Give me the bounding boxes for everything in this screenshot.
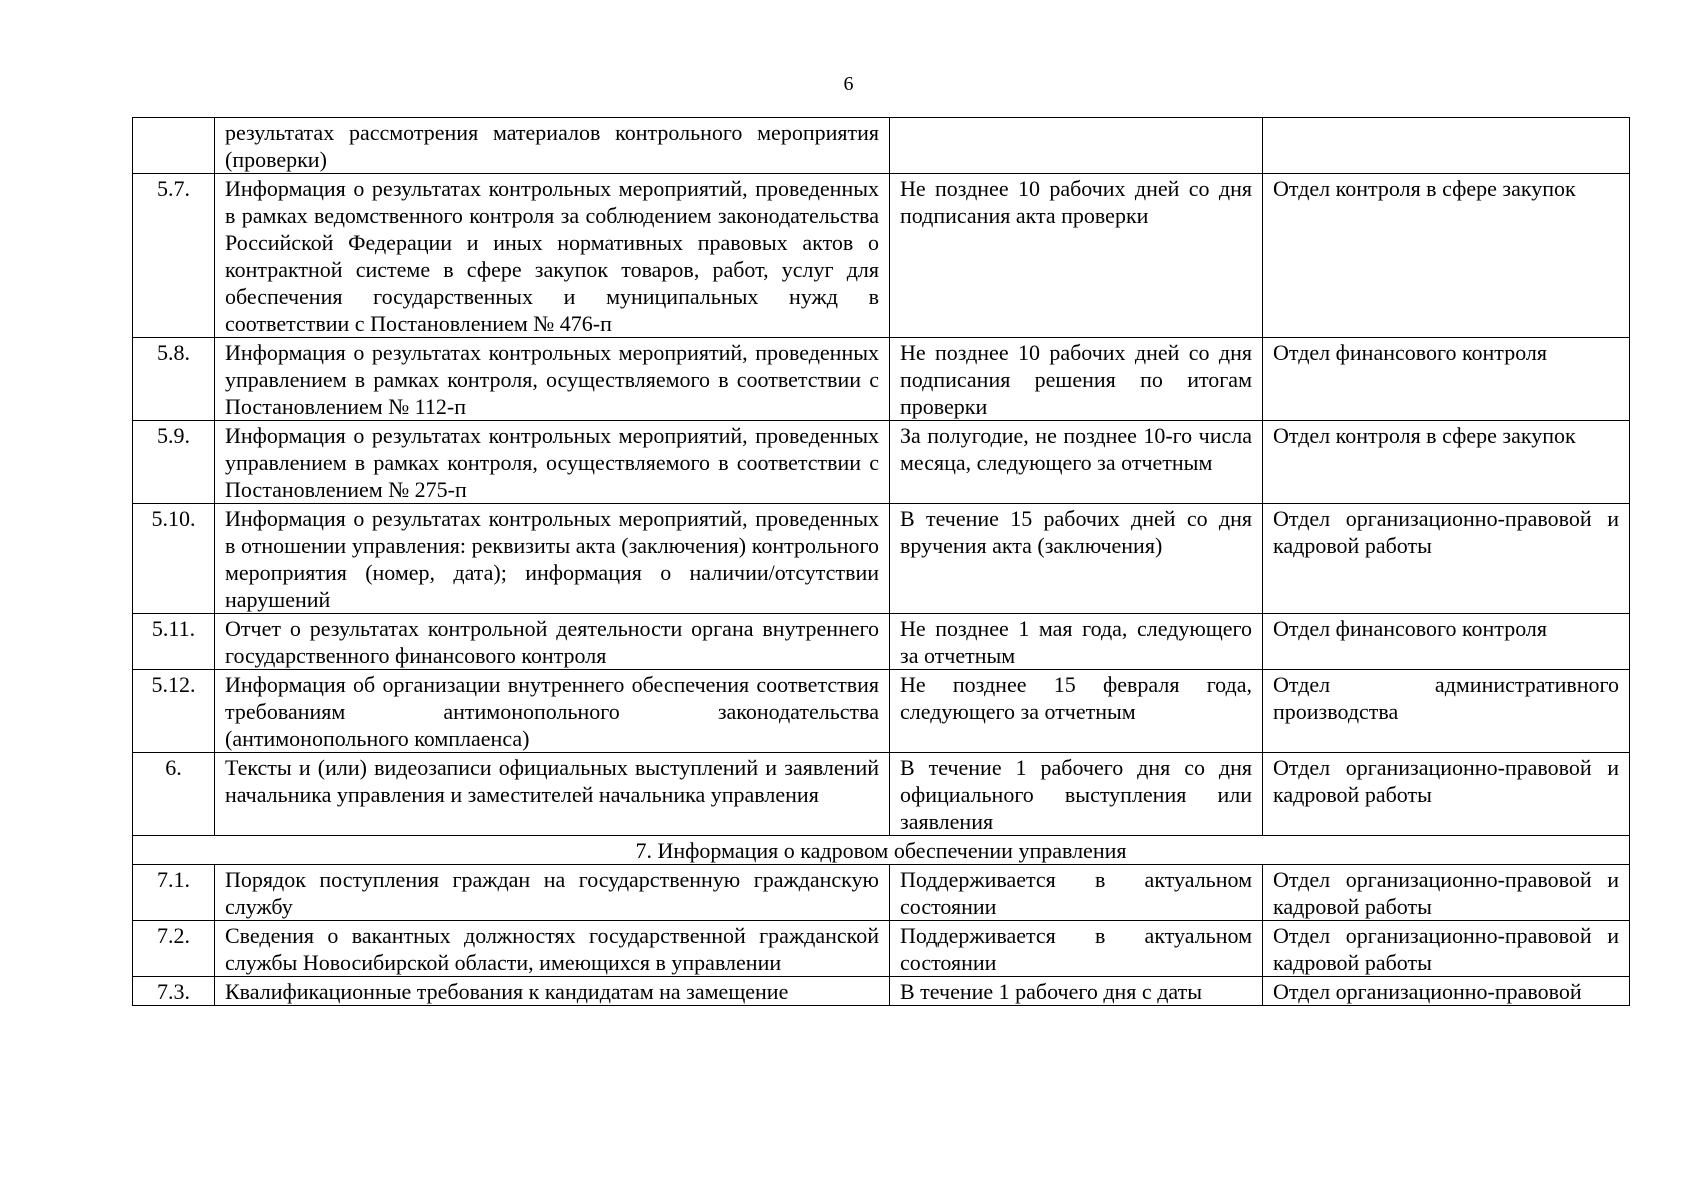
row-number	[133, 118, 215, 174]
row-term: Не позднее 10 рабочих дней со дня подписания акта проверки	[890, 174, 1263, 338]
row-number: 7.3.	[133, 977, 215, 1006]
row-description: Квалификационные требования к кандидатам на замещение	[215, 977, 890, 1006]
table-row	[133, 921, 1630, 977]
row-number: 6.	[133, 753, 215, 836]
row-department: Отдел контроля в сфере закупок	[1263, 174, 1630, 338]
row-term: В течение 1 рабочего дня со дня официального выступления или заявления	[890, 753, 1263, 836]
table-row	[133, 865, 1630, 921]
row-number: 5.8.	[133, 338, 215, 421]
row-description: Информация о результатах контрольных мероприятий, проведенных в рамках ведомственного контроля за соблюдением законодательства Российской Федерации и иных нормативных правовых актов о контрактной системе в сфере закупок товаров, работ, услуг для обеспечения государственных и муниципальных нужд в соответствии с Постановлением № 476-п	[215, 174, 890, 338]
row-description: Информация о результатах контрольных мероприятий, проведенных управлением в рамках контроля, осуществляемого в соответствии с Постановлением № 275-п	[215, 421, 890, 504]
table-row	[133, 504, 1630, 614]
row-description: Порядок поступления граждан на государственную гражданскую службу	[215, 865, 890, 921]
row-term: Не позднее 15 февраля года, следующего за отчетным	[890, 670, 1263, 753]
row-department: Отдел организационно-правовой и кадровой работы	[1263, 504, 1630, 614]
row-department: Отдел организационно-правовой	[1263, 977, 1630, 1006]
row-number: 5.11.	[133, 614, 215, 670]
table-row	[133, 118, 1630, 174]
row-description: Тексты и (или) видеозаписи официальных выступлений и заявлений начальника управления и заместителей начальника управления	[215, 753, 890, 836]
table-row	[133, 753, 1630, 836]
disclosure-table	[132, 117, 1630, 1006]
row-department	[1263, 118, 1630, 174]
row-term: Поддерживается в актуальном состоянии	[890, 865, 1263, 921]
row-description: Информация о результатах контрольных мероприятий, проведенных управлением в рамках контроля, осуществляемого в соответствии с Постановлением № 112-п	[215, 338, 890, 421]
row-term: Не позднее 10 рабочих дней со дня подписания решения по итогам проверки	[890, 338, 1263, 421]
row-term: Не позднее 1 мая года, следующего за отчетным	[890, 614, 1263, 670]
row-department: Отдел организационно-правовой и кадровой работы	[1263, 753, 1630, 836]
table-row	[133, 614, 1630, 670]
row-description: Информация об организации внутреннего обеспечения соответствия требованиям антимонопольного законодательства (антимонопольного комплаенса)	[215, 670, 890, 753]
table-row	[133, 421, 1630, 504]
row-term: За полугодие, не позднее 10-го числа месяца, следующего за отчетным	[890, 421, 1263, 504]
row-department: Отдел административного производства	[1263, 670, 1630, 753]
table-row	[133, 670, 1630, 753]
table-row	[133, 338, 1630, 421]
section-heading-row	[133, 836, 1630, 865]
row-description: результатах рассмотрения материалов контрольного мероприятия (проверки)	[215, 118, 890, 174]
row-number: 5.9.	[133, 421, 215, 504]
row-number: 7.1.	[133, 865, 215, 921]
row-term: В течение 15 рабочих дней со дня вручения акта (заключения)	[890, 504, 1263, 614]
row-number: 5.12.	[133, 670, 215, 753]
row-term: Поддерживается в актуальном состоянии	[890, 921, 1263, 977]
row-department: Отдел организационно-правовой и кадровой работы	[1263, 921, 1630, 977]
row-description: Сведения о вакантных должностях государственной гражданской службы Новосибирской области, имеющихся в управлении	[215, 921, 890, 977]
row-number: 7.2.	[133, 921, 215, 977]
section-heading: 7. Информация о кадровом обеспечении управления	[133, 836, 1630, 865]
row-department: Отдел контроля в сфере закупок	[1263, 421, 1630, 504]
row-department: Отдел финансового контроля	[1263, 614, 1630, 670]
row-department: Отдел финансового контроля	[1263, 338, 1630, 421]
row-term	[890, 118, 1263, 174]
page-number: 6	[843, 73, 854, 95]
table-row	[133, 977, 1630, 1006]
row-description: Отчет о результатах контрольной деятельности органа внутреннего государственного финансового контроля	[215, 614, 890, 670]
row-number: 5.10.	[133, 504, 215, 614]
row-department: Отдел организационно-правовой и кадровой работы	[1263, 865, 1630, 921]
row-number: 5.7.	[133, 174, 215, 338]
row-term: В течение 1 рабочего дня с даты	[890, 977, 1263, 1006]
row-description: Информация о результатах контрольных мероприятий, проведенных в отношении управления: реквизиты акта (заключения) контрольного мероприятия (номер, дата); информация о наличии/отсутствии нарушений	[215, 504, 890, 614]
table-row	[133, 174, 1630, 338]
